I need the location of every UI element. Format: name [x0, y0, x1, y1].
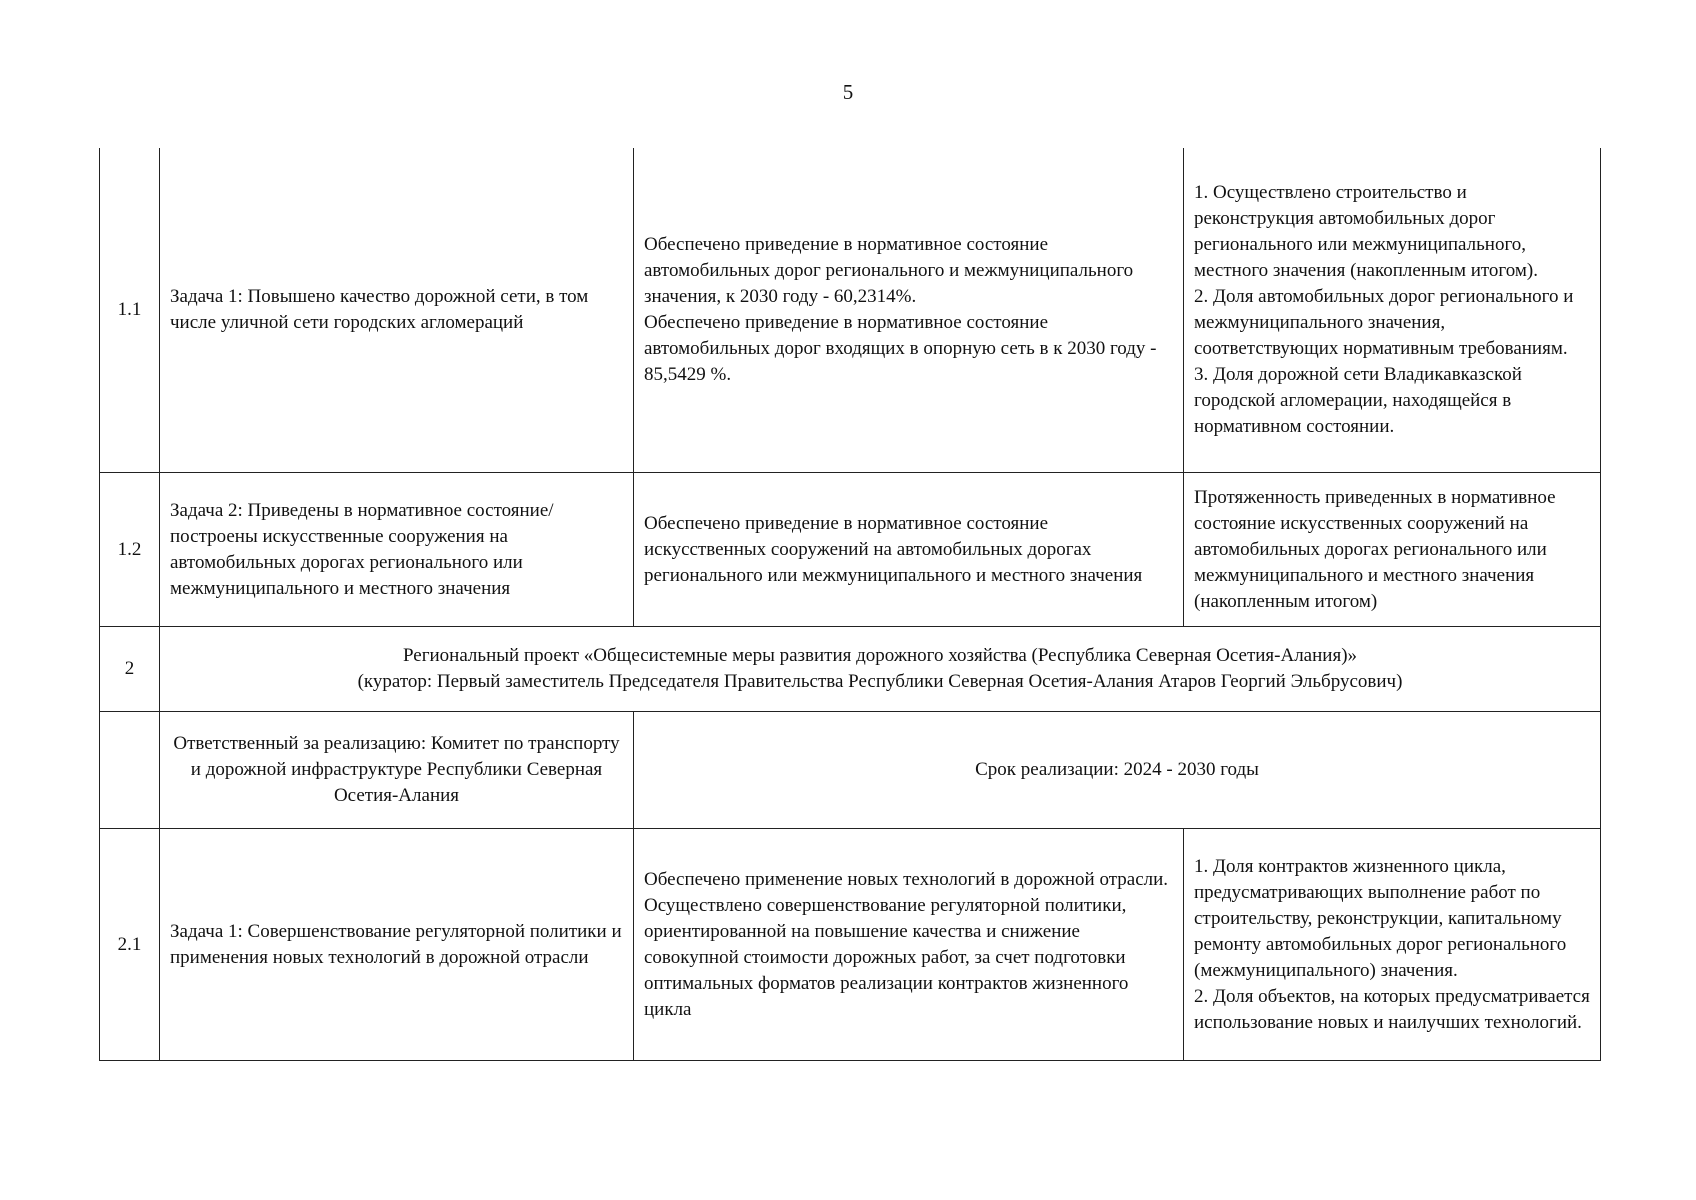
result-cell: Обеспечено приведение в нормативное состояние автомобильных дорог регионального и межмуниципального значения, к 2030 году - 60,2314%. Обеспечено приведение в нормативное состояние автомобильных дорог входящих в опорную сеть в к 2030 году - 85,5429 %.	[634, 148, 1184, 473]
empty-cell	[100, 712, 160, 829]
table-row	[100, 148, 1601, 473]
indicators-cell: 1. Доля контрактов жизненного цикла, предусматривающих выполнение работ по строительству, реконструкции, капитальному ремонту автомобильных дорог регионального (межмуниципального) значения. 2. Доля объектов, на которых предусматривается использование новых и наилучших технологий.	[1184, 829, 1601, 1061]
table-row	[100, 473, 1601, 627]
result-cell: Обеспечено применение новых технологий в дорожной отрасли. Осуществлено совершенствование регуляторной политики, ориентированной на повышение качества и снижение совокупной стоимости дорожных работ, за счет подготовки оптимальных форматов реализации контрактов жизненного цикла	[634, 829, 1184, 1061]
indicators-cell: 1. Осуществлено строительство и реконструкция автомобильных дорог регионального или межмуниципального, местного значения (накопленным итогом). 2. Доля автомобильных дорог регионального и межмуниципального значения, соответствующих нормативным требованиям. 3. Доля дорожной сети Владикавказской городской агломерации, находящейся в нормативном состоянии.	[1184, 148, 1601, 473]
passport-table	[99, 148, 1601, 1061]
project-curator: (куратор: Первый заместитель Председателя Правительства Республики Северная Осетия-Алания Атаров Георгий Эльбрусович)	[357, 671, 1403, 692]
row-number: 2	[100, 627, 160, 712]
indicators-cell: Протяженность приведенных в нормативное состояние искусственных сооружений на автомобильных дорогах регионального или межмуниципального и местного значения (накопленным итогом)	[1184, 473, 1601, 627]
project-header-cell	[160, 627, 1601, 712]
row-number: 2.1	[100, 829, 160, 1061]
table-row	[100, 829, 1601, 1061]
task-cell: Задача 1: Совершенствование регуляторной политики и применения новых технологий в дорожной отрасли	[160, 829, 634, 1061]
row-number: 1.1	[100, 148, 160, 473]
row-number: 1.2	[100, 473, 160, 627]
term-cell: Срок реализации: 2024 - 2030 годы	[634, 712, 1601, 829]
page-number: 5	[842, 80, 854, 104]
project-title: Региональный проект «Общесистемные меры развития дорожного хозяйства (Республика Северная Осетия-Алания)»	[402, 645, 1358, 666]
task-cell: Задача 2: Приведены в нормативное состояние/построены искусственные сооружения на автомобильных дорогах регионального или межмуниципального и местного значения	[160, 473, 634, 627]
task-cell: Задача 1: Повышено качество дорожной сети, в том числе уличной сети городских агломераций	[160, 148, 634, 473]
table-row	[100, 712, 1601, 829]
table-row	[100, 627, 1601, 712]
responsible-cell: Ответственный за реализацию: Комитет по транспорту и дорожной инфраструктуре Республики Северная Осетия-Алания	[160, 712, 634, 829]
result-cell: Обеспечено приведение в нормативное состояние искусственных сооружений на автомобильных дорогах регионального или межмуниципального и местного значения	[634, 473, 1184, 627]
